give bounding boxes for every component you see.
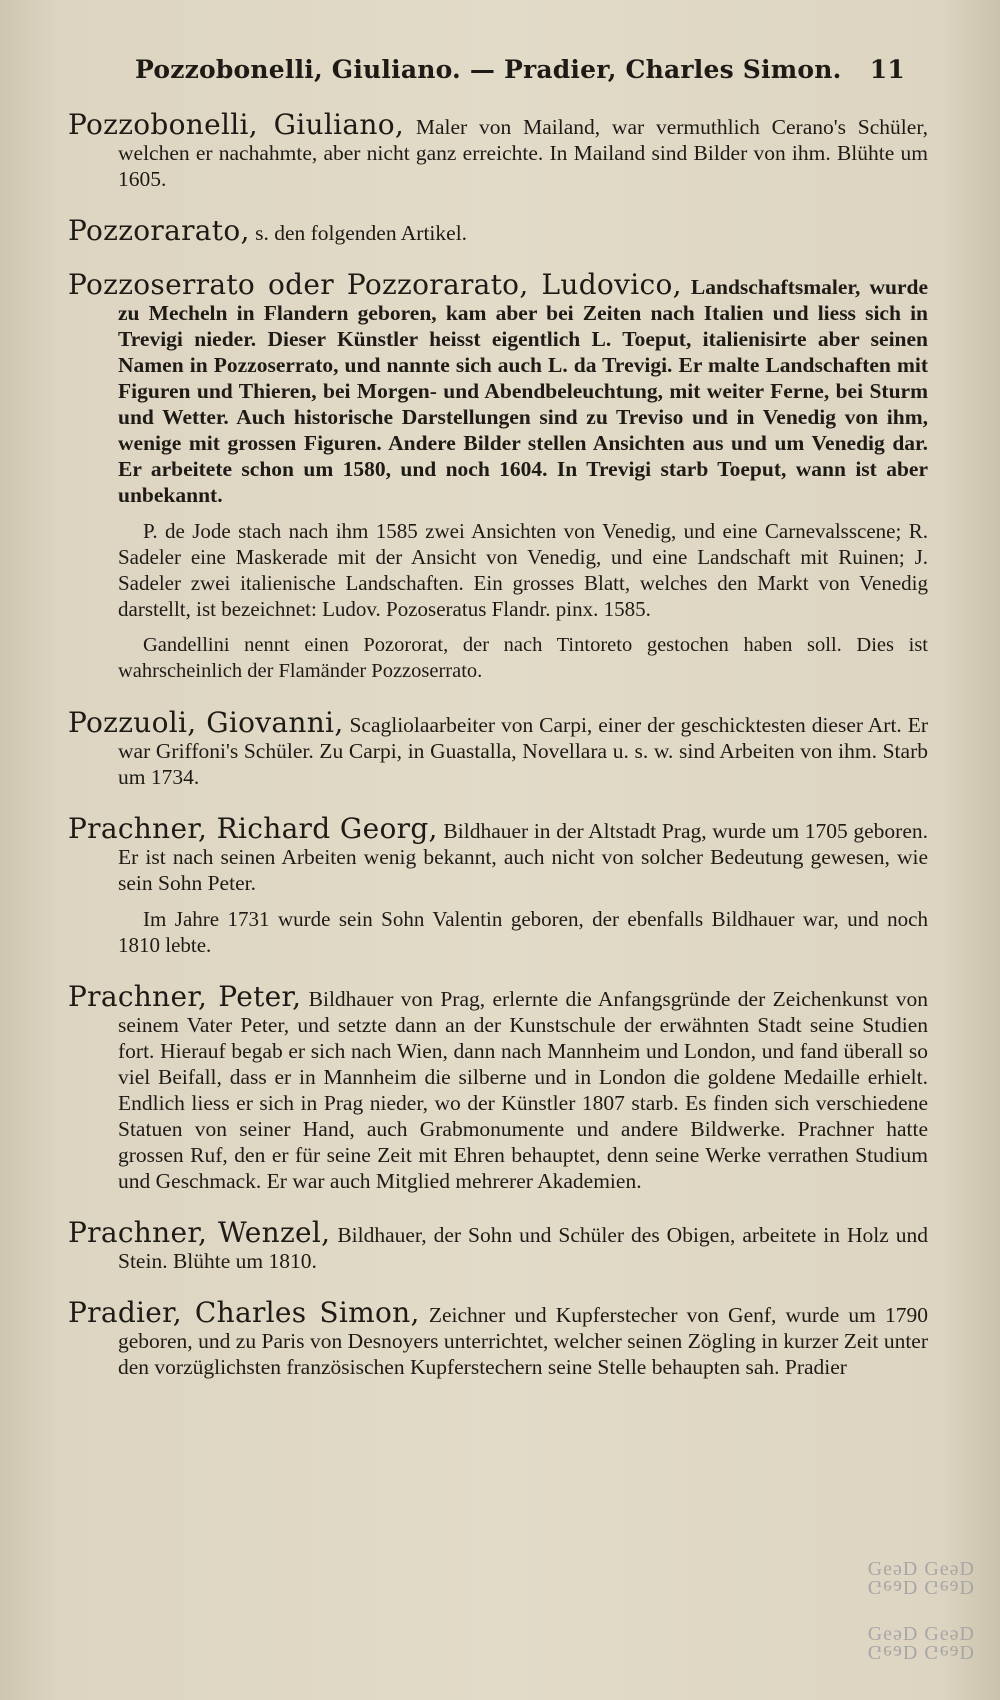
entry-prachner-wenzel (68, 1216, 929, 1274)
entry-list (68, 108, 929, 1406)
library-stamp-watermark (815, 1625, 975, 1661)
entry-pozzorarato (68, 214, 928, 247)
stamp-text-mirror: GeəD GeəD (867, 1641, 975, 1663)
entry-pozzoserrato (68, 268, 928, 684)
headword: Pozzobonelli, Giuliano, (68, 108, 405, 141)
entry-body: Bildhauer von Prag, erlernte die Anfangsgründe der Zeichenkunst von seinem Vater Peter, und setzte dann an der Kunstschule der erwähnten Stadt seine Studien fort. Hierauf begab er sich nach Wien, dann nach Mannheim und London, und fand überall so viel Beifall, dass er in Mannheim die silberne und in London die goldene Medaille erhielt. Endlich liess er sich in Prag nieder, wo der Künstler 1807 starb. Es finden sich verschiedene Statuen von seiner Hand, auch Grabmonumente und andere Bildwerke. Prachner hatte grossen Ruf, den er für seine Zeit mit Ehren behauptet, denn seine Werke verrathen Studium und Geschmack. Er war auch Mitglied mehrerer Akademien. (118, 987, 928, 1193)
entry-body: Maler von Mailand, war vermuthlich Cerano's Schüler, welchen er nachahmte, aber nicht ganz erreichte. In Mailand sind Bilder von ihm. Blühte um 1605. (118, 115, 928, 191)
stamp-text-mirror: GeəD GeəD (867, 1576, 975, 1598)
stamp-text: GeəD GeəD (867, 1558, 975, 1580)
headword: Pradier, Charles Simon, (68, 1296, 420, 1329)
running-head-title: Pozzobonelli, Giuliano. — Pradier, Charles Simon. (135, 55, 842, 84)
entry-prachner-peter (68, 980, 928, 1194)
entry-body: Landschaftsmaler, wurde zu Mecheln in Flandern geboren, kam aber bei Zeiten nach Italien und liess sich in Trevigi nieder. Dieser Künstler heisst eigentlich L. Toeput, italienisirte aber seinen Namen in Pozzoserrato, und nannte sich auch L. da Trevigi. Er malte Landschaften mit Figuren und Thieren, bei Morgen- und Abendbeleuchtung, mit weiter Ferne, bei Sturm und Wetter. Auch historische Darstellungen sind zu Treviso und in Venedig von ihm, wenige mit grossen Figuren. Andere Bilder stellen Ansichten aus und um Venedig dar. Er arbeitete schon um 1580, und noch 1604. In Trevigi starb Toeput, wann ist aber unbekannt. (118, 275, 928, 507)
entry-body: Bildhauer, der Sohn und Schüler des Obigen, arbeitete in Holz und Stein. Blühte um 1810. (118, 1223, 929, 1273)
entry-pozzobonelli (68, 108, 928, 192)
entry-pradier (68, 1296, 929, 1380)
headword: Prachner, Richard Georg, (68, 812, 438, 845)
entry-body: Scagliolaarbeiter von Carpi, einer der geschicktesten dieser Art. Er war Griffoni's Schüler. Zu Carpi, in Guastalla, Novellara u. s. w. sind Arbeiten von ihm. Starb um 1734. (118, 713, 929, 789)
headword: Pozzorarato, (68, 214, 250, 247)
entry-prachner-richard (68, 812, 929, 958)
stamp-text: GeəD GeəD (867, 1623, 975, 1645)
headword: Prachner, Peter, (68, 980, 302, 1013)
entry-note: Im Jahre 1731 wurde sein Sohn Valentin geboren, der ebenfalls Bildhauer war, und noch 1810 lebte. (118, 907, 928, 957)
library-stamp-watermark (815, 1560, 975, 1596)
entry-body: Zeichner und Kupferstecher von Genf, wurde um 1790 geboren, und zu Paris von Desnoyers unterrichtet, welcher seinen Zögling in kurzer Zeit unter den vorzüglichsten französischen Kupferstechern seine Stelle behaupten sah. Pradier (118, 1303, 929, 1379)
headword: Prachner, Wenzel, (68, 1216, 331, 1249)
headword: Pozzuoli, Giovanni, (68, 706, 344, 739)
headword: Pozzoserrato oder Pozzorarato, Ludovico, (68, 268, 682, 301)
running-head (135, 55, 905, 95)
entry-note: Gandellini nennt einen Pozororat, der nach Tintoreto gestochen haben soll. Dies ist wahrscheinlich der Flamänder Pozzoserrato. (118, 634, 928, 682)
page-number: 11 (869, 55, 905, 84)
entry-body: Bildhauer in der Altstadt Prag, wurde um 1705 geboren. Er ist nach seinen Arbeiten wenig bekannt, auch nicht von solcher Bedeutung gewesen, wie sein Sohn Peter. (118, 819, 929, 895)
entry-pozzuoli (68, 706, 929, 790)
entry-body: s. den folgenden Artikel. (255, 221, 468, 245)
entry-note: P. de Jode stach nach ihm 1585 zwei Ansichten von Venedig, und eine Carnevalsscene; R. Sadeler eine Maskerade mit der Ansicht von Venedig, und eine Landschaft mit Ruinen; J. Sadeler zwei italienische Landschaften. Ein grosses Blatt, welches den Markt von Venedig darstellt, ist bezeichnet: Ludov. Pozoseratus Flandr. pinx. 1585. (118, 519, 928, 621)
